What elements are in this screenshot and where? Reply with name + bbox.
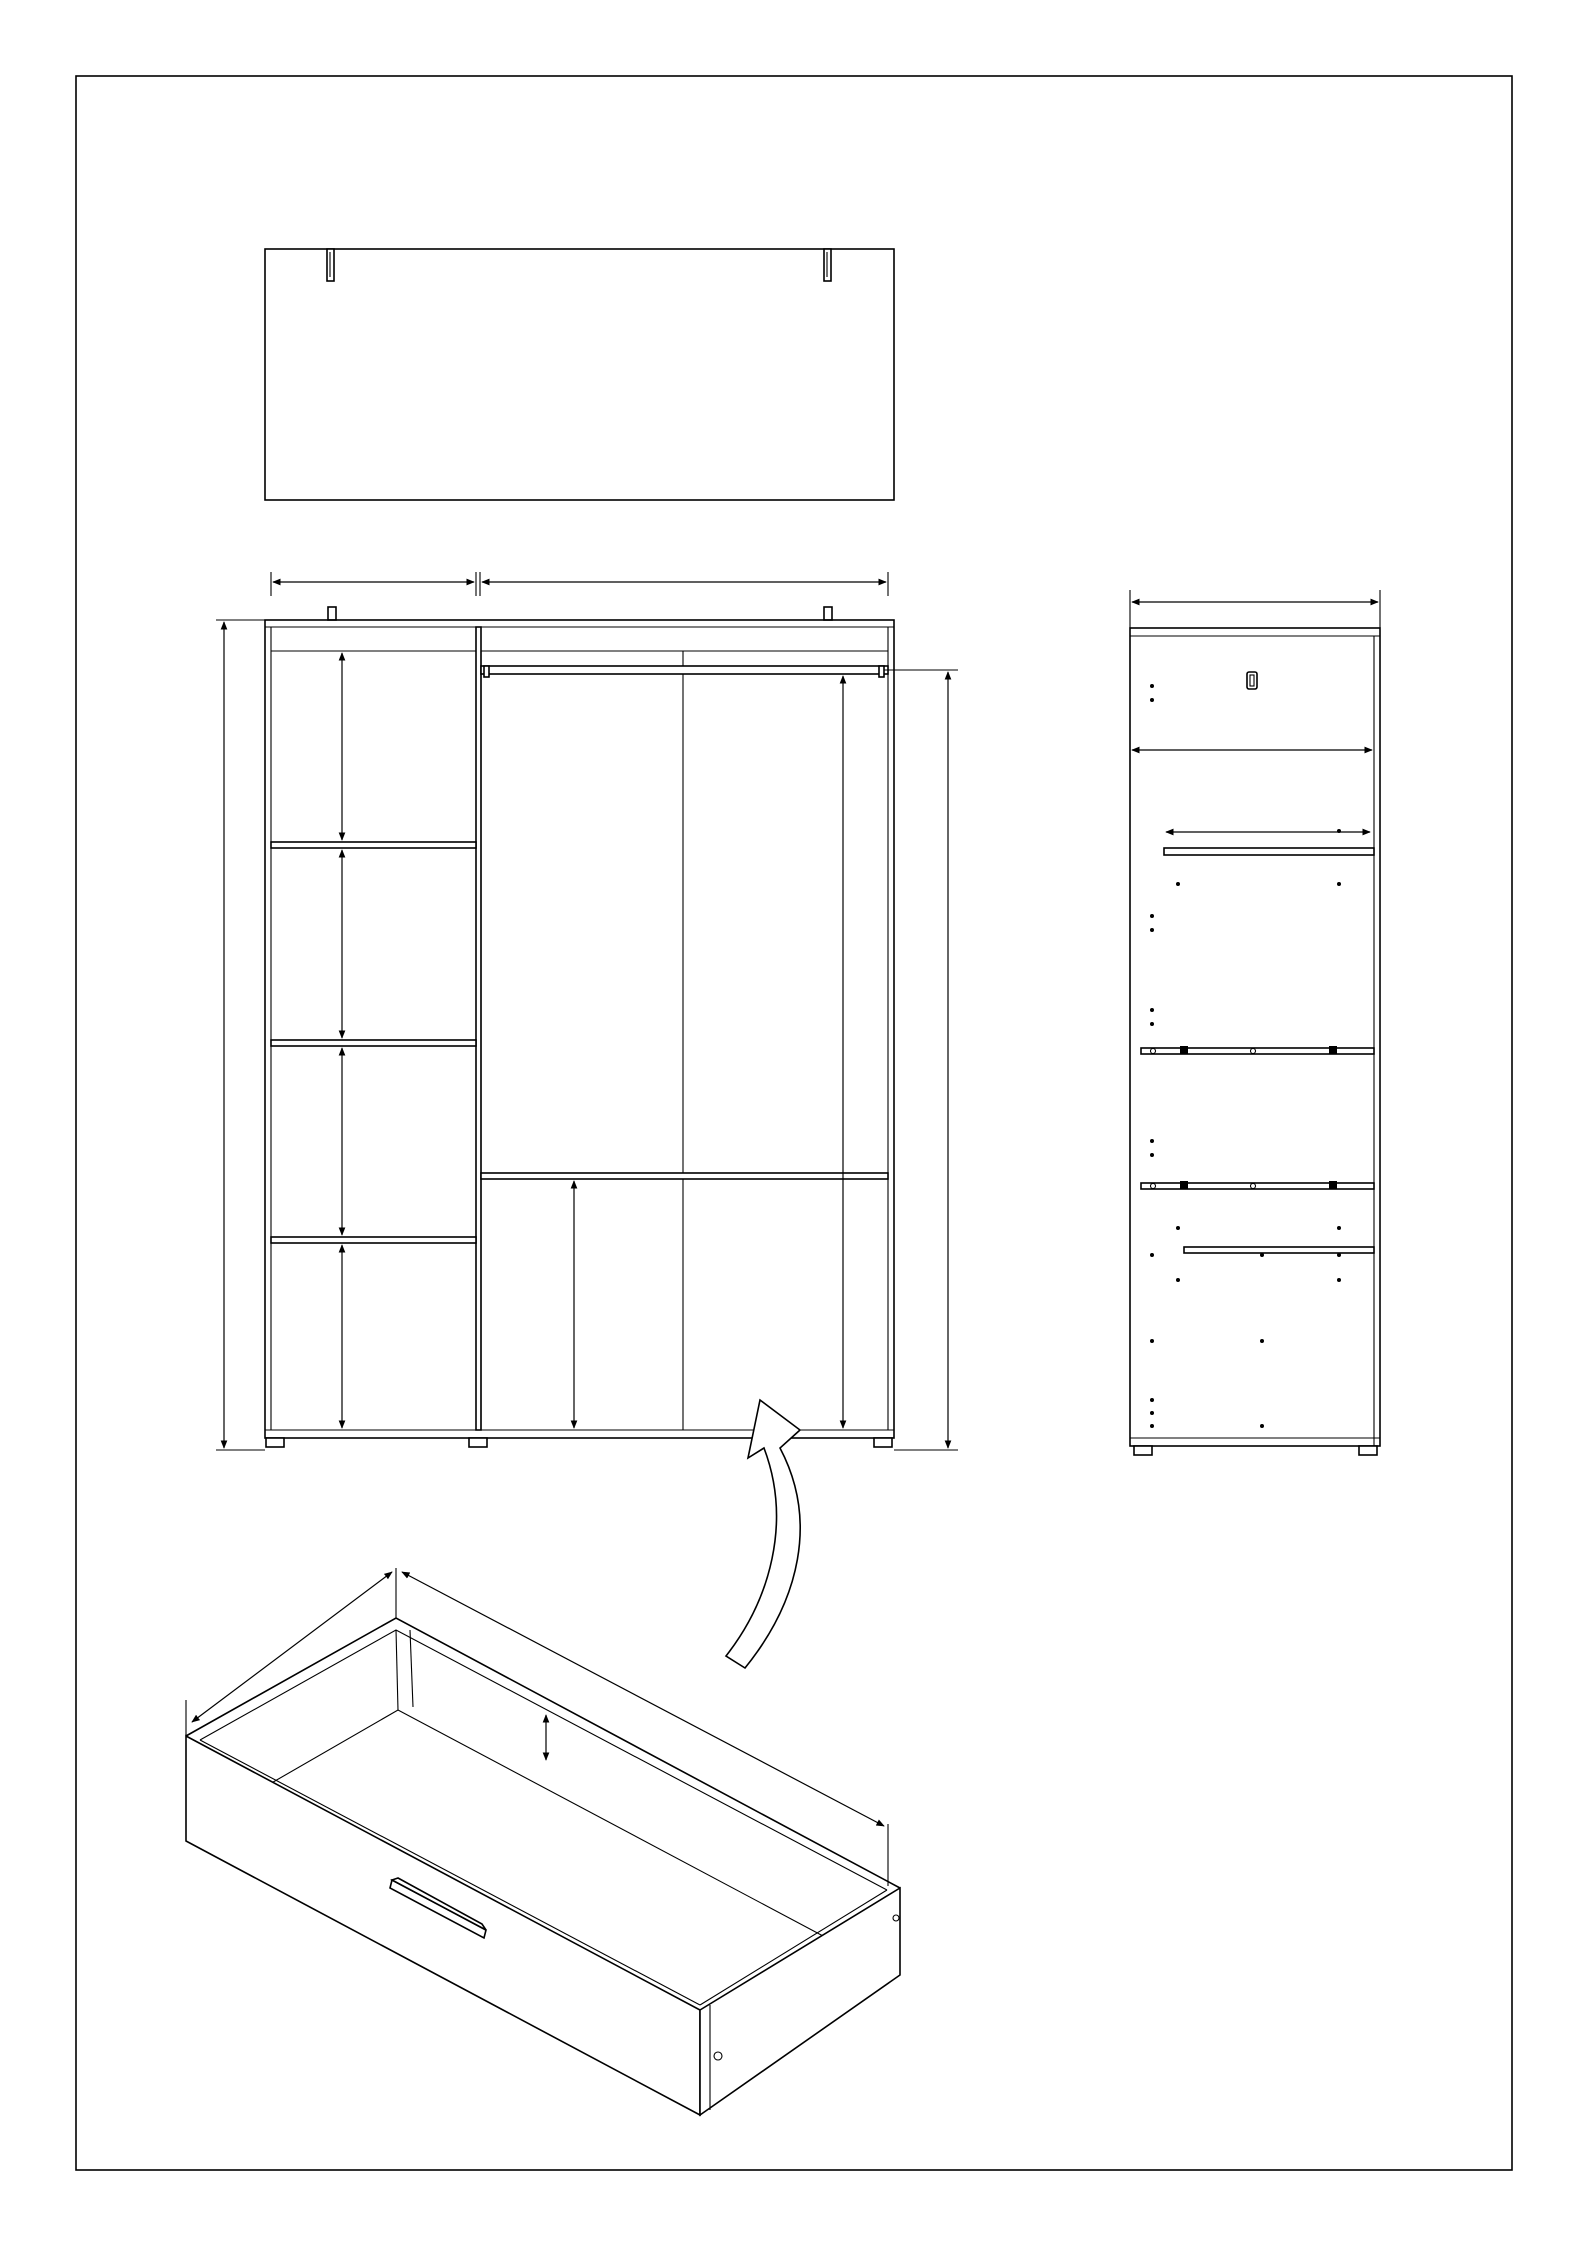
front-foot-center [469,1438,487,1447]
top-panel-bracket-left [327,249,334,281]
side-shelf-3 [1184,1247,1374,1253]
side-depth-dimension [1130,590,1380,628]
front-hanging-rail [481,666,888,674]
wardrobe-front-view [216,572,958,1450]
front-carcass-outline [265,620,894,1438]
front-left-shelf-2 [271,1040,476,1046]
side-carcass-outline [1130,628,1380,1446]
front-rail-height-dimension [884,670,958,1450]
drawer-perspective-view [186,1568,900,2115]
side-rail-shelf [1164,848,1374,855]
top-panel-outline [265,249,894,500]
front-bracket-left [328,607,336,620]
drawer-placement-arrow [726,1400,800,1668]
front-right-shelf [481,1173,888,1179]
side-foot-front [1134,1446,1152,1455]
drawer-side-panel [700,1888,900,2115]
front-foot-right [874,1438,892,1447]
front-width-dimension-right [480,572,888,596]
side-shelf-2 [1141,1183,1374,1189]
front-left-shelf-3 [271,1237,476,1243]
front-width-dimension-left [271,572,476,596]
side-foot-back [1359,1446,1377,1455]
top-panel-bracket-right [824,249,831,281]
side-shelf-1 [1141,1048,1374,1054]
front-left-shelf-1 [271,842,476,848]
front-center-divider [476,627,481,1430]
front-height-dimension [216,620,265,1450]
wardrobe-side-view [1130,590,1380,1455]
drawer-length-dimension [402,1572,888,1886]
side-drill-holes [1150,684,1341,1428]
top-panel-view [265,249,894,500]
drawer-width-dimension [186,1568,396,1736]
front-foot-left [266,1438,284,1447]
front-bracket-right [824,607,832,620]
drawer-front-panel [186,1736,700,2115]
